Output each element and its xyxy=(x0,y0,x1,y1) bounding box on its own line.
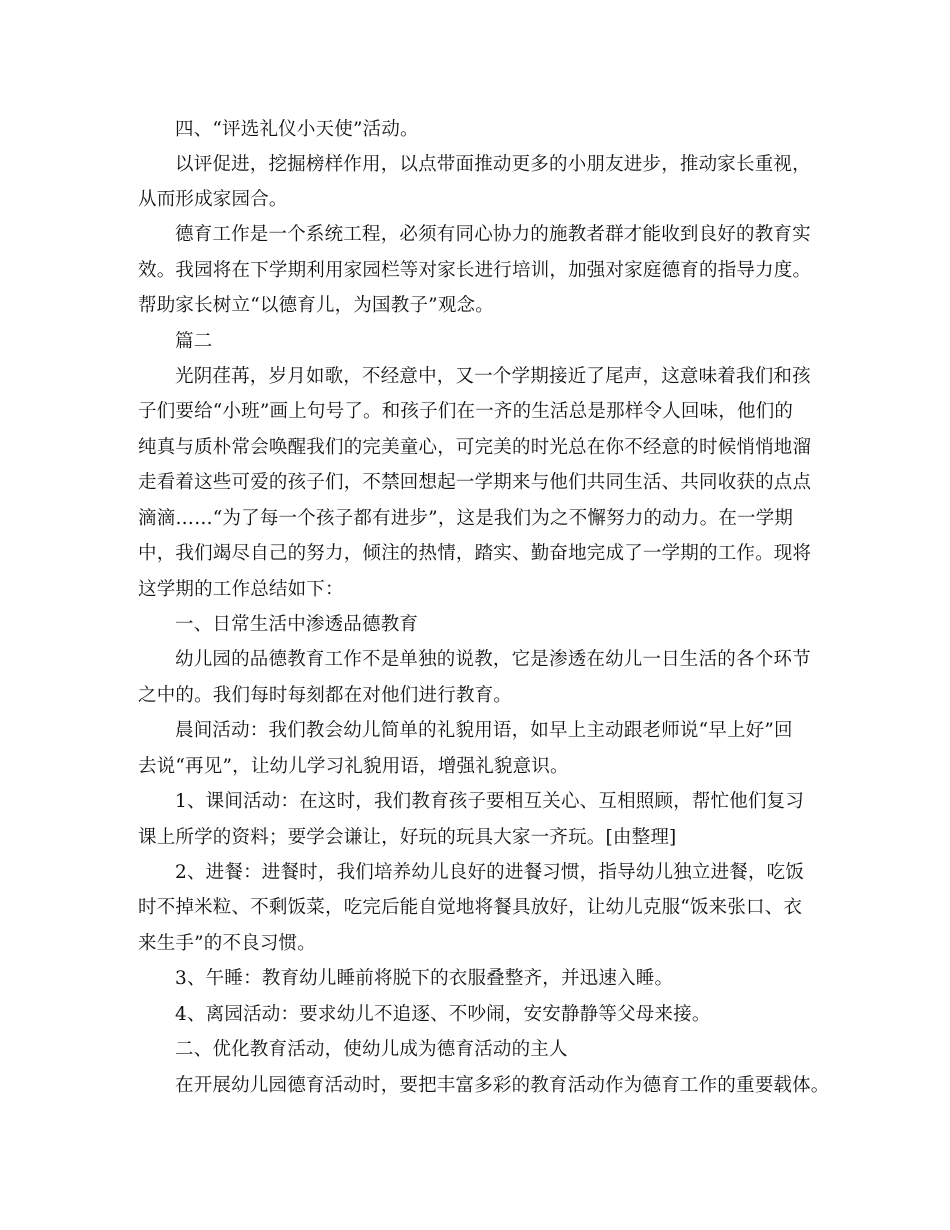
paragraph-line: 在开展幼儿园德育活动时，要把丰富多彩的教育活动作为德育工作的重要载体。 xyxy=(175,1075,830,1096)
heading-part-two: 篇二 xyxy=(175,331,213,352)
paragraph-line: 以评促进，挖掘榜样作用，以点带面推动更多的小朋友进步，推动家长重视， xyxy=(175,154,811,175)
heading-section-four: 四、“评选礼仪小天使”活动。 xyxy=(175,119,419,140)
paragraph-line: 滴滴……“为了每一个孩子都有进步”，这是我们为之不懈努力的动力。在一学期 xyxy=(138,508,794,529)
list-item-line: 4、离园活动：要求幼儿不追逐、不吵闹，安安静静等父母来接。 xyxy=(175,1004,711,1025)
paragraph-line: 中，我们竭尽自己的努力，倾注的热情，踏实、勤奋地完成了一学期的工作。现将 xyxy=(138,543,812,564)
paragraph-line: 幼儿园的品德教育工作不是单独的说教，它是渗透在幼儿一日生活的各个环节 xyxy=(175,649,811,670)
paragraph-line: 帮助家长树立“以德育儿，为国教子”观念。 xyxy=(138,295,494,316)
paragraph-line: 时不掉米粒、不剩饭菜，吃完后能自觉地将餐具放好，让幼儿克服“饭来张口、衣 xyxy=(138,897,803,918)
paragraph-line: 从而形成家园合。 xyxy=(138,189,288,210)
paragraph-line: 光阴荏苒，岁月如歌，不经意中，又一个学期接近了尾声，这意味着我们和孩 xyxy=(175,366,811,387)
list-item-line: 2、进餐：进餐时，我们培养幼儿良好的进餐习惯，指导幼儿独立进餐，吃饭 xyxy=(175,862,805,883)
list-item-line: 3、午睡：教育幼儿睡前将脱下的衣服叠整齐，并迅速入睡。 xyxy=(175,968,674,989)
paragraph-line: 课上所学的资料；要学会谦让，好玩的玩具大家一齐玩。[由整理] xyxy=(138,827,677,848)
paragraph-line: 来生手”的不良习惯。 xyxy=(138,933,316,954)
paragraph-line: 纯真与质朴常会唤醒我们的完美童心，可完美的时光总在你不经意的时候悄悄地溜 xyxy=(138,437,812,458)
list-item-line: 1、课间活动：在这时，我们教育孩子要相互关心、互相照顾，帮忙他们复习 xyxy=(175,791,805,812)
paragraph-line: 之中的。我们每时每刻都在对他们进行教育。 xyxy=(138,685,513,706)
paragraph-line: 这学期的工作总结如下： xyxy=(138,579,344,600)
paragraph-line: 去说“再见”，让幼儿学习礼貌用语，增强礼貌意识。 xyxy=(138,756,569,777)
paragraph-line: 晨间活动：我们教会幼儿简单的礼貌用语，如早上主动跟老师说“早上好”回 xyxy=(175,720,793,741)
paragraph-line: 走看着这些可爱的孩子们，不禁回想起一学期来与他们共同生活、共同收获的点点 xyxy=(138,472,812,493)
paragraph-line: 德育工作是一个系统工程，必须有同心协力的施教者群才能收到良好的教育实 xyxy=(175,224,811,245)
heading-section-two: 二、优化教育活动，使幼儿成为德育活动的主人 xyxy=(175,1039,568,1060)
heading-section-one: 一、日常生活中渗透品德教育 xyxy=(175,614,419,635)
paragraph-line: 子们要给“小班”画上句号了。和孩子们在一齐的生活总是那样令人回味，他们的 xyxy=(138,401,794,422)
paragraph-line: 效。我园将在下学期利用家园栏等对家长进行培训，加强对家庭德育的指导力度。 xyxy=(138,260,812,281)
